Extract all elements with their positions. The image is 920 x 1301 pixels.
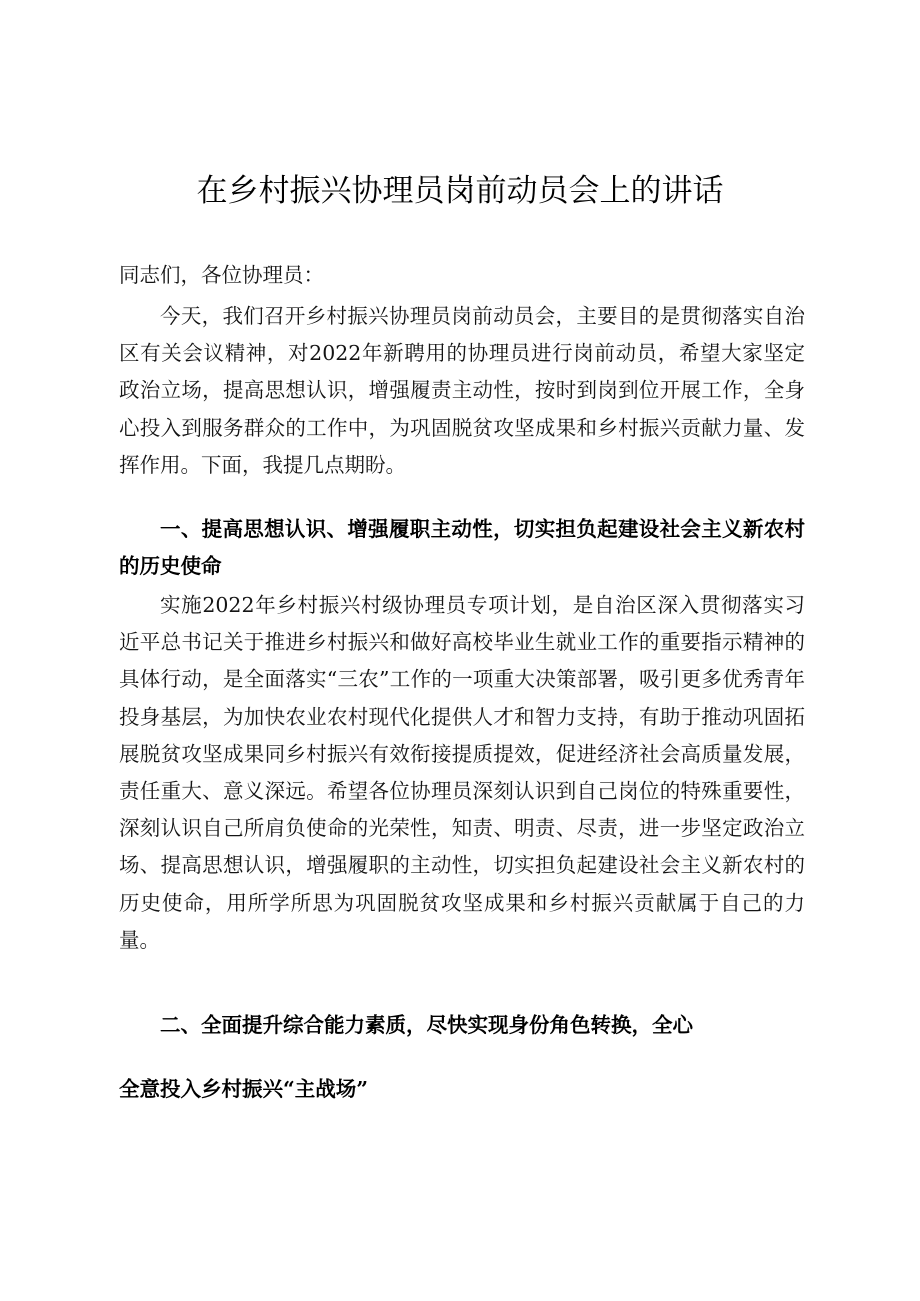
paragraph-2: 实施2022年乡村振兴村级协理员专项计划，是自治区深入贯彻落实习近平总书记关于推进乡村振兴和做好高校毕业生就业工作的重要指示精神的具体行动，是全面落实“三农”工作的一项重大决策部署，吸引更多优秀青年投身基层，为加快农业农村现代化提供人才和智力支持，有助于推动巩固拓展脱贫攻坚成果同乡村振兴有效衔接提质提效，促进经济社会高质量发展，责任重大、意义深远。希望各位协理员深刻认识到自己岗位的特殊重要性，深刻认识自己所肩负使命的光荣性，知责、明责、尽责，进一步坚定政治立场、提高思想认识，增强履职的主动性，切实担负起建设社会主义新农村的历史使命，用所学所思为巩固脱贫攻坚成果和乡村振兴贡献属于自己的力量。 (119, 593, 805, 952)
paragraph-1: 今天，我们召开乡村振兴协理员岗前动员会，主要目的是贯彻落实自治区有关会议精神，对2022年新聘用的协理员进行岗前动员，希望大家坚定政治立场，提高思想认识，增强履责主动性，按时到岗到位开展工作，全身心投入到服务群众的工作中，为巩固脱贫攻坚成果和乡村振兴贡献力量、发挥作用。下面，我提几点期盼。 (119, 304, 805, 477)
salutation: 同志们，各位协理员： (119, 263, 324, 287)
section-heading-1: 一、提高思想认识、增强履职主动性，切实担负起建设社会主义新农村的历史使命 (119, 517, 805, 579)
document-title: 在乡村振兴协理员岗前动员会上的讲话 (196, 173, 724, 209)
section-heading-2-line-2: 全意投入乡村振兴“主战场” (119, 1077, 369, 1101)
section-heading-2-line-1: 二、全面提升综合能力素质，尽快实现身份角色转换，全心 (160, 1013, 693, 1037)
